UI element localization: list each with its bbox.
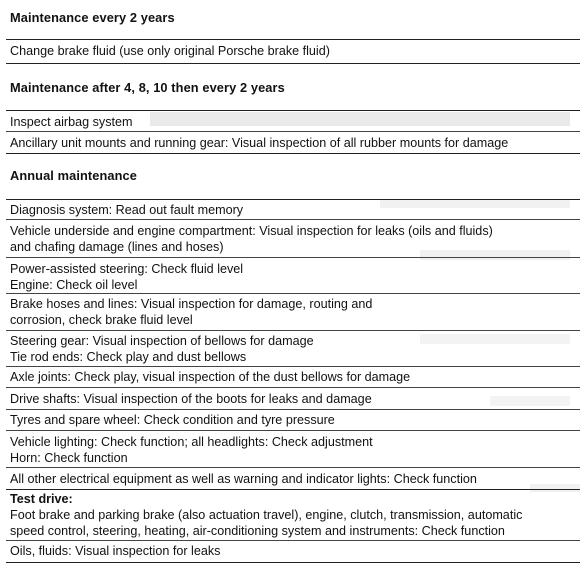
list-item-line: Vehicle lighting: Check function; all headlights: Check adjustment bbox=[10, 435, 373, 449]
list-item-line: Diagnosis system: Read out fault memory bbox=[10, 203, 244, 217]
divider bbox=[6, 540, 580, 541]
divider bbox=[6, 199, 580, 200]
test-drive-heading: Test drive: bbox=[10, 492, 73, 506]
list-item-line: Brake hoses and lines: Visual inspection for damage, routing and bbox=[10, 297, 373, 311]
divider bbox=[6, 366, 580, 367]
list-item-line: and chafing damage (lines and hoses) bbox=[10, 240, 224, 254]
divider bbox=[6, 467, 580, 468]
list-item bbox=[10, 333, 576, 365]
divider bbox=[6, 562, 580, 563]
list-item bbox=[10, 434, 576, 466]
list-item: Inspect airbag system bbox=[10, 115, 133, 129]
list-item bbox=[10, 543, 576, 559]
list-item-line: Power-assisted steering: Check fluid level bbox=[10, 262, 244, 276]
divider bbox=[6, 387, 580, 388]
list-item-line: Oils, fluids: Visual inspection for leaks bbox=[10, 544, 221, 558]
list-item-line: Axle joints: Check play, visual inspection of the dust bellows for damage bbox=[10, 370, 411, 384]
list-item-line: Steering gear: Visual inspection of bellows for damage bbox=[10, 334, 314, 348]
list-item bbox=[10, 223, 576, 255]
divider bbox=[6, 110, 580, 111]
divider bbox=[6, 293, 580, 294]
test-drive-block bbox=[10, 491, 576, 539]
list-item-line: Horn: Check function bbox=[10, 451, 128, 465]
list-item-line: Foot brake and parking brake (also actuation travel), engine, clutch, transmission, automatic bbox=[10, 508, 523, 522]
list-item-line: Vehicle underside and engine compartment: Visual inspection for leaks (oils and fluids) bbox=[10, 224, 493, 238]
divider bbox=[6, 153, 580, 154]
divider bbox=[6, 219, 580, 220]
list-item bbox=[10, 471, 576, 487]
section-heading-annual: Annual maintenance bbox=[10, 168, 137, 183]
divider bbox=[6, 430, 580, 431]
list-item bbox=[10, 296, 576, 328]
divider bbox=[6, 330, 580, 331]
list-item-line: All other electrical equipment as well as warning and indicator lights: Check function bbox=[10, 472, 477, 486]
section-heading-after-4-8-10: Maintenance after 4, 8, 10 then every 2 years bbox=[10, 80, 285, 95]
divider bbox=[6, 63, 580, 64]
list-item bbox=[10, 412, 576, 428]
list-item bbox=[10, 369, 576, 385]
list-item-line: Tie rod ends: Check play and dust bellows bbox=[10, 350, 247, 364]
divider bbox=[6, 489, 580, 490]
list-item bbox=[10, 391, 576, 407]
divider bbox=[6, 257, 580, 258]
divider bbox=[6, 131, 580, 132]
list-item: Ancillary unit mounts and running gear: Visual inspection of all rubber mounts for damage bbox=[10, 136, 509, 150]
divider bbox=[6, 409, 580, 410]
list-item-line: Engine: Check oil level bbox=[10, 278, 138, 292]
list-item bbox=[10, 202, 576, 218]
divider bbox=[6, 39, 580, 40]
list-item-line: Drive shafts: Visual inspection of the boots for leaks and damage bbox=[10, 392, 372, 406]
list-item-line: speed control, steering, heating, air-conditioning system and instruments: Check function bbox=[10, 524, 505, 538]
list-item: Change brake fluid (use only original Porsche brake fluid) bbox=[10, 44, 330, 58]
section-heading-two-years: Maintenance every 2 years bbox=[10, 10, 175, 25]
list-item-line: corrosion, check brake fluid level bbox=[10, 313, 193, 327]
list-item bbox=[10, 261, 576, 293]
list-item-line: Tyres and spare wheel: Check condition and tyre pressure bbox=[10, 413, 335, 427]
